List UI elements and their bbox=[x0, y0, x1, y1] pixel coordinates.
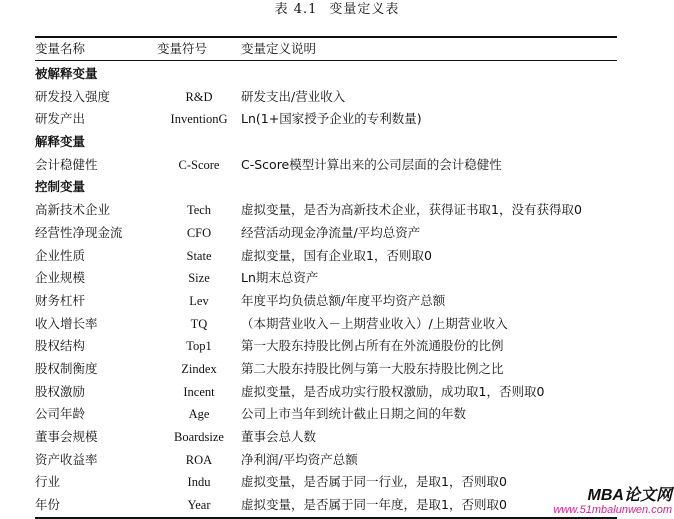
variable-symbol: Tech bbox=[186, 203, 212, 218]
table-row bbox=[35, 471, 617, 494]
variable-symbol: Lev bbox=[189, 293, 209, 308]
variable-definition: 公司上市当年到统计截止日期之间的年数 bbox=[241, 406, 467, 422]
variable-symbol: R&D bbox=[185, 89, 213, 104]
table-row bbox=[35, 267, 617, 290]
header-variable-definition: 变量定义说明 bbox=[241, 41, 317, 56]
variable-definition: 虚拟变量，是否成功实行股权激励，成功取1，否则取0 bbox=[241, 383, 545, 399]
group-label: 控制变量 bbox=[35, 179, 86, 195]
variable-symbol: Year bbox=[187, 498, 211, 513]
header-variable-symbol: 变量符号 bbox=[157, 41, 208, 56]
group-label: 解释变量 bbox=[35, 134, 86, 150]
watermark bbox=[553, 488, 672, 516]
variable-definition: 虚拟变量，是否属于同一行业，是取1，否则取0 bbox=[241, 474, 507, 490]
variable-name: 企业规模 bbox=[35, 270, 86, 286]
variable-definition: 研发支出/营业收入 bbox=[241, 88, 346, 104]
table-group-row bbox=[35, 131, 617, 154]
watermark-brand: MBA论文网 bbox=[587, 487, 672, 504]
variable-definition: 虚拟变量，是否为高新技术企业，获得证书取1，没有获得取0 bbox=[241, 202, 582, 218]
variable-definition: C-Score模型计算出来的公司层面的会计稳健性 bbox=[241, 156, 502, 172]
variable-definition: （本期营业收入－上期营业收入）/上期营业收入 bbox=[241, 315, 508, 331]
variable-name: 行业 bbox=[35, 474, 61, 490]
variable-symbol: Size bbox=[188, 271, 210, 286]
variable-name: 企业性质 bbox=[35, 247, 86, 263]
table-group-row bbox=[35, 63, 617, 86]
table-row bbox=[35, 86, 617, 109]
table-number: 表 4.1 bbox=[274, 2, 318, 17]
table-row bbox=[35, 449, 617, 472]
variable-symbol: C-Score bbox=[178, 157, 220, 172]
table-row bbox=[35, 426, 617, 449]
variable-name: 高新技术企业 bbox=[35, 202, 111, 218]
table-row bbox=[35, 245, 617, 268]
variable-symbol: Indu bbox=[187, 475, 211, 490]
table-row bbox=[35, 313, 617, 336]
variable-definition: 第一大股东持股比例占所有在外流通股份的比例 bbox=[241, 338, 504, 354]
table-caption bbox=[0, 2, 674, 18]
variable-name: 经营性净现金流 bbox=[35, 224, 123, 240]
header-variable-name: 变量名称 bbox=[35, 41, 86, 56]
table-group-row bbox=[35, 176, 617, 199]
variable-name: 董事会规模 bbox=[35, 429, 98, 444]
variable-definition: Ln(1+国家授予企业的专利数量) bbox=[241, 111, 422, 127]
variable-definition: 董事会总人数 bbox=[241, 429, 317, 444]
variable-name: 会计稳健性 bbox=[35, 156, 98, 172]
table-row bbox=[35, 222, 617, 245]
variable-definition: 年度平均负债总额/年度平均资产总额 bbox=[241, 292, 446, 308]
variable-symbol: Age bbox=[188, 407, 210, 422]
table-row bbox=[35, 154, 617, 177]
table-row bbox=[35, 199, 617, 222]
variable-symbol: Zindex bbox=[181, 361, 217, 376]
table-row bbox=[35, 335, 617, 358]
variable-name: 研发产出 bbox=[35, 111, 86, 127]
variable-definition: 第二大股东持股比例与第一大股东持股比例之比 bbox=[241, 360, 504, 376]
variable-symbol: State bbox=[186, 248, 212, 263]
table-title: 变量定义表 bbox=[329, 2, 400, 17]
variable-definition: 经营活动现金净流量/平均总资产 bbox=[241, 224, 421, 240]
variable-name: 股权结构 bbox=[35, 338, 86, 354]
variable-name: 研发投入强度 bbox=[35, 88, 111, 104]
variable-symbol: ROA bbox=[185, 452, 213, 467]
variable-name: 股权激励 bbox=[35, 383, 86, 399]
variable-definition: 虚拟变量，是否属于同一年度，是取1，否则取0 bbox=[241, 497, 507, 513]
table-row bbox=[35, 403, 617, 426]
variable-name: 收入增长率 bbox=[35, 315, 98, 331]
variable-symbol: TQ bbox=[190, 316, 208, 331]
table-body bbox=[35, 63, 617, 517]
variable-symbol: Incent bbox=[183, 384, 215, 399]
table-row bbox=[35, 358, 617, 381]
variable-definition: 净利润/平均资产总额 bbox=[241, 451, 358, 467]
table-row bbox=[35, 290, 617, 313]
table-row bbox=[35, 494, 617, 517]
variable-name: 股权制衡度 bbox=[35, 360, 98, 376]
variable-name: 财务杠杆 bbox=[35, 292, 86, 308]
table-header-row bbox=[35, 38, 617, 60]
table-row bbox=[35, 108, 617, 131]
variable-name: 年份 bbox=[35, 497, 61, 513]
variable-definition: 虚拟变量，国有企业取1，否则取0 bbox=[241, 247, 432, 263]
variable-symbol: InventionG bbox=[170, 112, 228, 127]
variable-name: 资产收益率 bbox=[35, 451, 98, 467]
variable-name: 公司年龄 bbox=[35, 406, 86, 422]
group-label: 被解释变量 bbox=[35, 66, 98, 81]
variable-definition: Ln期末总资产 bbox=[241, 270, 319, 286]
variable-definition-table bbox=[35, 36, 617, 519]
variable-symbol: Boardsize bbox=[174, 430, 224, 444]
variable-symbol: Top1 bbox=[186, 339, 212, 354]
watermark-url: www.51mbalunwen.com bbox=[553, 504, 672, 516]
table-row bbox=[35, 381, 617, 404]
variable-symbol: CFO bbox=[186, 225, 212, 240]
